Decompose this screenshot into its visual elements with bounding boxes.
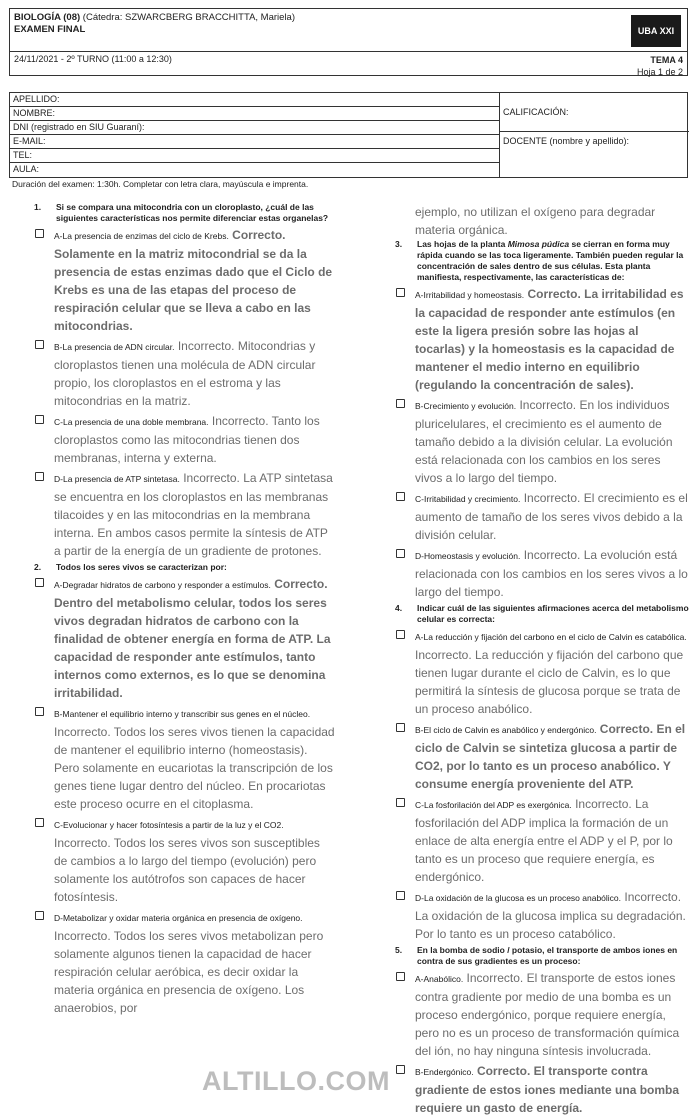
q1-option-c: C-La presencia de una doble membrana. Incorrecto. Tanto los cloroplastos como las mitocondrias tienen dos membranas, interna y externa.: [34, 412, 336, 467]
exam-header: [9, 8, 688, 76]
question-3: 3. Las hojas de la planta Mimosa púdica se cierran en forma muy rápida cuando se las toca ligeramente. También pueden regular la concentración de sales dentro de sus células. Esta planta manifiesta, respectivamente, las características de:: [395, 239, 690, 283]
docente-label: DOCENTE (nombre y apellido):: [503, 136, 630, 146]
right-column: [395, 203, 690, 1119]
field-aula[interactable]: AULA:: [13, 164, 40, 174]
q4-option-c: C-La fosforilación del ADP es exergónica. Incorrecto. La fosforilación del ADP implica la formación de un enlace de alta energía entre el ADP y el P, por lo tanto es un proceso que requiere energía, es endergónico.: [395, 795, 690, 886]
altillo-watermark: ALTILLO.COM: [202, 1066, 390, 1096]
header-top-row: [10, 9, 687, 52]
q1-d-checkbox[interactable]: [35, 472, 44, 481]
q1-option-b: B-La presencia de ADN circular. Incorrecto. Mitocondrias y cloroplastos tienen una molécula de ADN circular propio, los cloroplastos en el estroma y las mitocondrias en la matriz.: [34, 337, 336, 410]
form-divider: [499, 131, 689, 132]
field-nombre[interactable]: NOMBRE:: [10, 107, 499, 121]
student-form: [9, 92, 688, 178]
uba-logo: UBA XXI: [631, 15, 681, 47]
question-4: 4. Indicar cuál de las siguientes afirmaciones acerca del metabolismo celular es correcta:: [395, 603, 689, 624]
field-email[interactable]: E-MAIL:: [10, 135, 499, 149]
q2-a-checkbox[interactable]: [35, 578, 44, 587]
course-info: [14, 12, 295, 36]
q4-c-checkbox[interactable]: [396, 798, 405, 807]
q1-c-checkbox[interactable]: [35, 415, 44, 424]
q2-b-checkbox[interactable]: [35, 707, 44, 716]
question-5-text: En la bomba de sodio / potasio, el transporte de ambos iones en contra de sus gradientes es un proceso:: [417, 945, 678, 966]
q4-option-b: B-El ciclo de Calvin es anabólico y endergónico. Correcto. En el ciclo de Calvin se sintetiza glucosa a partir de CO2, por lo tanto es un proceso anabólico. Y consume energía proveniente del ATP.: [395, 720, 690, 793]
student-fields: [10, 93, 500, 177]
field-dni[interactable]: DNI (registrado en SIU Guaraní):: [10, 121, 499, 135]
q2-option-c: C-Evolucionar y hacer fotosíntesis a partir de la luz y el CO2. Incorrecto. Todos los seres vivos son susceptibles de cambios a lo largo del tiempo (evolución) pero solamente los autótrofos son capaces de hacer fotosíntesis.: [34, 815, 336, 906]
q2-option-a: A-Degradar hidratos de carbono y responder a estímulos. Correcto. Dentro del metabolismo celular, todos los seres vivos degradan hidratos de carbono con la finalidad de obtener energía en forma de ATP. La capacidad de responder ante estímulos, tanto internos como externos, es lo que se denomina irritabilidad.: [34, 575, 336, 702]
tema-label: TEMA 4: [650, 55, 683, 65]
duration-note: Duración del examen: 1:30h. Completar con letra clara, mayúscula e imprenta.: [12, 179, 309, 189]
field-tel[interactable]: TEL:: [10, 149, 499, 163]
left-column: [34, 202, 336, 1019]
q5-option-b: B-Endergónico. Correcto. El transporte contra gradiente de estos iones mediante una bomba requiere un gasto de energía.: [395, 1062, 690, 1117]
q1-option-d: D-La presencia de ATP sintetasa. Incorrecto. La ATP sintetasa se encuentra en los cloroplastos en las membranas tilacoides y en las mitocondrias en la membrana interna. En ambos casos permite la síntesis de ATP a partir de la energía de un gradiente de protones.: [34, 469, 336, 560]
sheet-label: Hoja 1 de 2: [636, 67, 683, 77]
exam-date: 24/11/2021 - 2º TURNO (11:00 a 12:30): [14, 54, 172, 64]
question-2: 2. Todos los seres vivos se caracterizan por:: [34, 562, 227, 572]
q4-d-checkbox[interactable]: [396, 891, 405, 900]
q4-option-a: A-La reducción y fijación del carbono en el ciclo de Calvin es catabólica. Incorrecto. La reducción y fijación del carbono que tienen lugar durante el ciclo de Calvin, es lo que permitirá la síntesis de glucosa porque se trata de un proceso anabólico.: [395, 627, 690, 718]
q1-b-checkbox[interactable]: [35, 340, 44, 349]
tema-info: [637, 54, 683, 78]
q3-option-b: B-Crecimiento y evolución. Incorrecto. En los individuos pluricelulares, el crecimiento es el aumento de tamaño debido a la división celular. La evolución está relacionada con los cambios en los seres vivos a lo largo del tiempo.: [395, 396, 690, 487]
question-1: 1. Si se compara una mitocondria con un cloroplasto, ¿cuál de las siguientes características nos permite diferenciar estas organelas?: [34, 202, 336, 224]
question-1-text: Si se compara una mitocondria con un cloroplasto, ¿cuál de las siguientes características nos permite diferenciar estas organelas?: [56, 202, 329, 223]
q2-d-continuation: ejemplo, no utilizan el oxígeno para degradar materia orgánica.: [415, 205, 656, 237]
q4-b-checkbox[interactable]: [396, 723, 405, 732]
q3-d-checkbox[interactable]: [396, 549, 405, 558]
question-2-text: Todos los seres vivos se caracterizan por:: [56, 562, 227, 572]
q5-a-checkbox[interactable]: [396, 972, 405, 981]
q2-option-b: B-Mantener el equilibrio interno y transcribir sus genes en el núcleo. Incorrecto. Todos los seres vivos tienen la capacidad de mantener el equilibrio interno (homeostasis). Pero solamente en eucariotas la transcripción de los genes tiene lugar dentro del núcleo. En procariotas este proceso ocurre en el citoplasma.: [34, 704, 336, 813]
q5-option-a: A-Anabólico. Incorrecto. El transporte de estos iones contra gradiente por medio de una bomba es un proceso endergónico, porque requiere energía, pero no es un proceso de transformación química del ión, no hay ninguna síntesis involucrada.: [395, 969, 690, 1060]
q3-a-checkbox[interactable]: [396, 288, 405, 297]
question-4-text: Indicar cuál de las siguientes afirmaciones acerca del metabolismo celular es correcta:: [417, 603, 689, 624]
q2-c-checkbox[interactable]: [35, 818, 44, 827]
exam-title: EXAMEN FINAL: [14, 24, 86, 35]
subject-title: BIOLOGÍA (08): [14, 12, 81, 23]
q1-option-a: A-La presencia de enzimas del ciclo de Krebs. Correcto. Solamente en la matriz mitocondrial se da la presencia de estas enzimas dado que el Ciclo de Krebs es una de las etapas del proceso de respiración celular que se lleva a cabo en las mitocondrias.: [34, 226, 336, 335]
q3-b-checkbox[interactable]: [396, 399, 405, 408]
q3-option-c: C-Irritabilidad y crecimiento. Incorrecto. El crecimiento es el aumento de tamaño de los seres vivos debido a la división celular.: [395, 489, 690, 544]
calificacion-label: CALIFICACIÓN:: [503, 107, 569, 117]
q5-b-checkbox[interactable]: [396, 1065, 405, 1074]
q4-option-d: D-La oxidación de la glucosa es un proceso anabólico. Incorrecto. La oxidación de la glucosa implica su degradación. Por lo tanto es un proceso catabólico.: [395, 888, 690, 943]
q4-a-checkbox[interactable]: [396, 630, 405, 639]
q2-d-checkbox[interactable]: [35, 911, 44, 920]
q3-c-checkbox[interactable]: [396, 492, 405, 501]
field-apellido[interactable]: APELLIDO:: [10, 93, 499, 107]
q2-option-d: D-Metabolizar y oxidar materia orgánica en presencia de oxígeno. Incorrecto. Todos los seres vivos metabolizan pero solamente algunos tienen la capacidad de hacer respiración celular aeróbica, es decir oxidar la materia orgánica en presencia de oxígeno. Los anaerobios, por: [34, 908, 336, 1017]
q1-a-checkbox[interactable]: [35, 229, 44, 238]
q3-option-a: A-Irritabilidad y homeostasis. Correcto. La irritabilidad es la capacidad de responder ante estímulos (en este la ligera presión sobre las hojas al tocarlas) y la homeostasis es la capacidad de mantener el medio interno en equilibrio (regulando la concentración de sales).: [395, 285, 690, 394]
question-3-text: Las hojas de la planta Mimosa púdica se cierran en forma muy rápida cuando se las toca ligeramente. También pueden regular la concentración de sales dentro de sus células. Esta planta manifiesta, respectivamente, las características de:: [417, 239, 684, 282]
question-5: 5. En la bomba de sodio / potasio, el transporte de ambos iones en contra de sus gradientes es un proceso:: [395, 945, 690, 967]
chair-name: (Cátedra: SZWARCBERG BRACCHITTA, Mariela): [82, 12, 295, 23]
q3-option-d: D-Homeostasis y evolución. Incorrecto. La evolución está relacionada con los cambios en los seres vivos a lo largo del tiempo.: [395, 546, 690, 601]
